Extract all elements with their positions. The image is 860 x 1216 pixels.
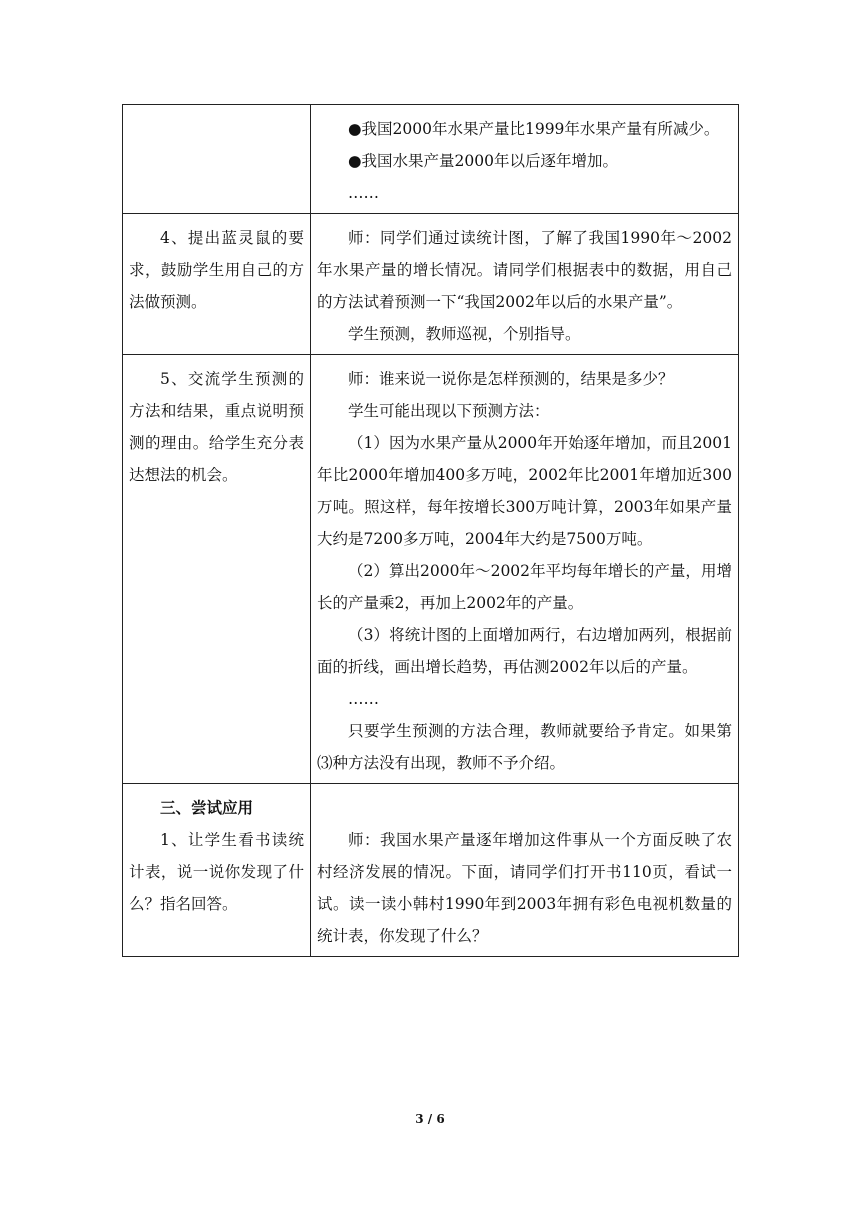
- activity-cell: [123, 214, 311, 355]
- student-activity: 学生预测，教师巡视，个别指导。: [348, 325, 581, 343]
- activity-cell: [123, 784, 311, 957]
- bullet-increase: ●我国水果产量2000年以后逐年增加。: [348, 152, 618, 170]
- teacher-instruction: 师：我国水果产量逐年增加这件事从一个方面反映了农村经济发展的情况。下面，请同学们打开书110页，看试一试。读一读小韩村1990年到2003年拥有彩色电视机数量的统计表，你发现了什么？: [317, 831, 732, 945]
- content-cell: [311, 105, 739, 214]
- step-5-text: 5、交流学生预测的方法和结果，重点说明预测的理由。给学生充分表达想法的机会。: [129, 370, 304, 484]
- teacher-question: 师：谁来说一说你是怎样预测的，结果是多少？: [348, 370, 674, 388]
- ellipsis: ……: [348, 690, 379, 708]
- activity-cell: [123, 105, 311, 214]
- bullet-decrease: ●我国2000年水果产量比1999年水果产量有所减少。: [348, 120, 720, 138]
- table-row: [123, 355, 739, 784]
- table-row: [123, 784, 739, 957]
- teacher-note: 只要学生预测的方法合理，教师就要给予肯定。如果第⑶种方法没有出现，教师不予介绍。: [317, 722, 732, 772]
- lesson-plan-table: [122, 104, 739, 957]
- table-row: [123, 214, 739, 355]
- content-cell: [311, 355, 739, 784]
- teacher-prompt: 师：同学们通过读统计图，了解了我国1990年～2002年水果产量的增长情况。请同学们根据表中的数据，用自己的方法试着预测一下“我国2002年以后的水果产量”。: [317, 229, 732, 311]
- step-1-text: 1、让学生看书读统计表，说一说你发现了什么？指名回答。: [129, 831, 304, 913]
- page-number: 3 / 6: [415, 1112, 445, 1126]
- ellipsis: ……: [348, 184, 379, 202]
- content-cell: [311, 214, 739, 355]
- content-cell: [311, 784, 739, 957]
- methods-intro: 学生可能出现以下预测方法：: [348, 402, 550, 420]
- table-row: [123, 105, 739, 214]
- section-heading: 三、尝试应用: [160, 798, 254, 817]
- activity-cell: [123, 355, 311, 784]
- method-3: （3）将统计图的上面增加两行，右边增加两列，根据前面的折线，画出增长趋势，再估测2002年以后的产量。: [317, 626, 732, 676]
- method-2: （2）算出2000年～2002年平均每年增长的产量，用增长的产量乘2，再加上2002年的产量。: [317, 562, 732, 612]
- method-1: （1）因为水果产量从2000年开始逐年增加，而且2001年比2000年增加400多万吨，2002年比2001年增加近300万吨。照这样，每年按增长300万吨计算，2003年如果产量大约是7200多万吨，2004年大约是7500万吨。: [317, 434, 732, 548]
- step-4-text: 4、提出蓝灵鼠的要求，鼓励学生用自己的方法做预测。: [129, 229, 304, 311]
